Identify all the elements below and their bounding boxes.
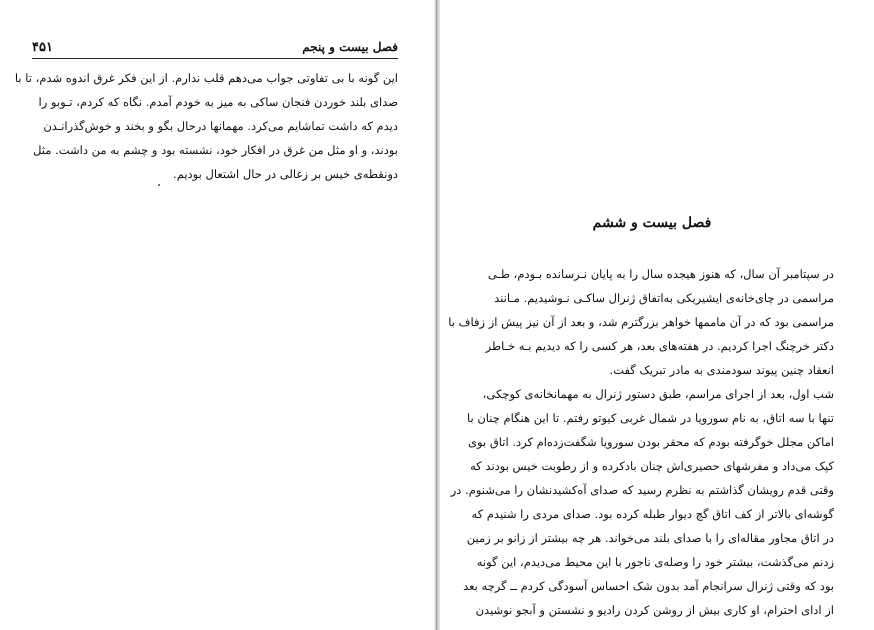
text-line: کپک می‌داد و مفرشهای حصیری‌اش چنان بادکرده و از رطوبت خیس بودند که: [470, 459, 834, 473]
running-title: فصل بیست و پنجم: [302, 40, 398, 54]
text-line: انعقاد چنین پیوند سودمندی به مادر تبریک گفت.: [609, 363, 834, 377]
text-line: از ادای احترام، او کاری بیش از روشن کردن رادیو و نشستن و آبجو نوشیدن: [475, 603, 834, 617]
right-page: [440, 0, 874, 630]
text-line: وقتی قدم رویشان گذاشتم به نظرم رسید که صدای آه‌کشیدنشان را می‌شنوم. در: [450, 483, 834, 497]
text-line: مراسمی در چای‌خانه‌ی ایشیریکی به‌اتفاق ژنرال ساکـی نـوشیدیم. مـانند: [494, 291, 834, 305]
text-line: صدای بلند خوردن فنجان ساکی به میز به خودم آمدم. نگاه که کردم، تـوبو را: [38, 95, 398, 109]
left-page-body: [14, 66, 398, 186]
print-speck: [158, 184, 160, 186]
page-number: ۴۵۱: [32, 40, 53, 55]
text-line: شب اول، بعد از اجرای مراسم، طبق دستور ژنرال به مهمانخانه‌ی کوچکی،: [482, 387, 834, 401]
text-line: اماکن مجلل خوگرفته بودم که محقر بودن سورویا شگفت‌زده‌ام کرد. اتاق بوی: [468, 435, 834, 449]
text-line: زدنم می‌گذشت، بیشتر خود را وصله‌ی ناجور با این محیط می‌دیدم، این گونه: [476, 555, 834, 569]
right-page-body: [448, 262, 834, 622]
gutter-edge: [436, 0, 437, 630]
text-line: گوشه‌ای بالاتر از کف اتاق گچ دیوار طبله کرده بود. صدای مردی را شنیدم که: [471, 507, 834, 521]
text-line: در سپتامبر آن سال، که هنوز هیجده سال را به پایان نـرسانده بـودم، طـی: [487, 267, 834, 281]
text-line: در اتاق مجاور مقاله‌ای را با صدای بلند می‌خواند. هر چه بیشتر از زانو بر زمین: [466, 531, 834, 545]
chapter-title: فصل بیست و ششم: [592, 215, 712, 231]
text-line: دونقطه‌ی خیس بر زغالی در حال اشتعال بودیم.: [173, 167, 398, 181]
text-line: بودند، و او مثل من غرق در افکار خود، نشسته بود و چشم به من داشت. مثل: [33, 143, 398, 157]
text-line: این گونه با بی تفاوتی جواب می‌دهم قلب ندارم. از این فکر غرق اندوه شدم، تا با: [14, 71, 398, 85]
text-line: مراسمی بود که در آن ماممها خواهر بزرگترم شد، و بعد از آن نیز پیش از زفاف با: [448, 315, 834, 329]
running-header: [32, 40, 398, 59]
text-line: دیدم که داشت تماشایم می‌کرد. مهمانها درحال بگو و بخند و خوش‌گذرانـدن: [43, 119, 398, 133]
text-line: تنها با سه اتاق، به نام سورویا در شمال غربی کیوتو رفتم. تا این هنگام چنان با: [466, 411, 834, 425]
left-page: [0, 0, 434, 630]
text-line: دکتر خرچنگ اجرا کردیم. در هفته‌های بعد، هر کسی را که دیدیم بـه خـاطر: [485, 339, 834, 353]
text-line: بود که وقتی ژنرال سرانجام آمد بدون شک احساس آسودگی کردم ــ گرچه بعد: [463, 579, 834, 593]
